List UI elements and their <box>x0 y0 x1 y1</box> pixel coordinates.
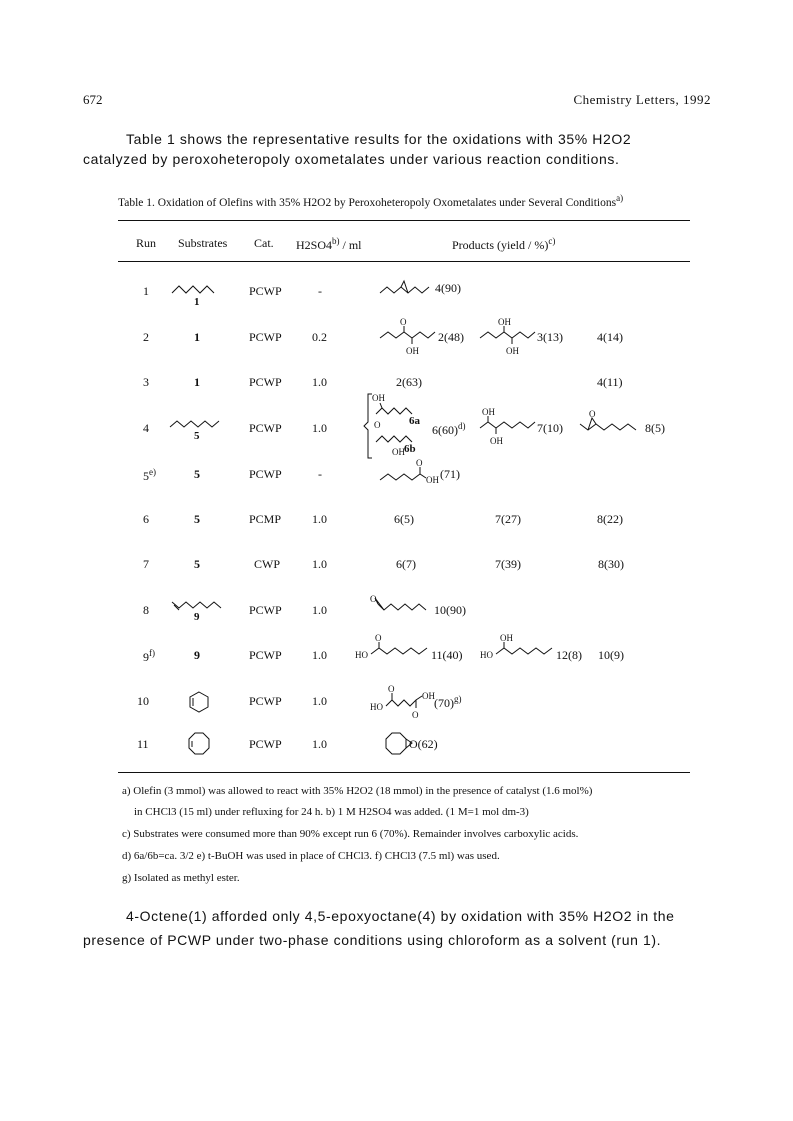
footnote-a: a) Olefin (3 mmol) was allowed to react with 35% H2O2 (18 mmol) in the presence of catalyst (1.6 mol%) <box>122 785 593 797</box>
row-8-cat: PCWP <box>249 603 282 617</box>
diol-3-structure <box>480 318 536 358</box>
mol-oh-12: OH <box>500 633 513 643</box>
table-bottom-rule <box>118 772 690 773</box>
mol-oh-top: OH <box>498 317 511 327</box>
mol-o: O <box>400 317 407 327</box>
col-products <box>452 236 555 253</box>
row-5-run <box>143 467 156 484</box>
row-10-product <box>434 694 462 711</box>
row-3-run: 3 <box>143 375 149 389</box>
table-header-rule <box>118 261 690 262</box>
row-9-cat: PCWP <box>249 648 282 662</box>
col-h2so4-unit: / ml <box>342 238 362 252</box>
footnote-d-e-f: d) 6a/6b=ca. 3/2 e) t-BuOH was used in place of CHCl3. f) CHCl3 (7.5 ml) was used. <box>122 850 500 862</box>
epoxide-8-structure <box>580 409 640 434</box>
row-4-h2so4: 1.0 <box>312 421 327 435</box>
row-7-h2so4: 1.0 <box>312 557 327 571</box>
row-4-substrate-label: 5 <box>194 430 200 442</box>
row-2-h2so4: 0.2 <box>312 330 327 344</box>
col-h2so4-note: b) <box>332 236 340 246</box>
mol-oh-7b: OH <box>490 436 503 446</box>
row-10-run: 10 <box>137 694 149 708</box>
row-1-cat: PCWP <box>249 284 282 298</box>
row-6-product-7: 7(27) <box>495 512 521 526</box>
closing-line-1: 4-Octene(1) afforded only 4,5-epoxyoctane(4) by oxidation with 35% H2O2 in the <box>126 908 675 924</box>
row-4-run: 4 <box>143 421 149 435</box>
row-4-product-7: 7(10) <box>537 421 563 435</box>
mol-ho-11: HO <box>355 650 368 660</box>
hydroxyketone-2-structure <box>380 318 436 358</box>
mol-oh-acid: OH <box>426 475 439 485</box>
mol-oh: OH <box>406 346 419 356</box>
row-8-run: 8 <box>143 603 149 617</box>
row-6-substrate: 5 <box>194 512 200 526</box>
row-9-substrate: 9 <box>194 648 200 662</box>
heptanoic-acid-structure <box>380 458 440 486</box>
row-9-product-10: 10(9) <box>598 648 624 662</box>
mol-oh-bottom: OH <box>506 346 519 356</box>
row-8-h2so4: 1.0 <box>312 603 327 617</box>
row-10-product-note: g) <box>454 694 462 704</box>
mol-ho-10: HO <box>370 702 383 712</box>
mol-o-acid: O <box>416 458 423 468</box>
row-5-cat: PCWP <box>249 467 282 481</box>
row-11-product-o: O <box>409 737 418 751</box>
row-9-run-text: 9 <box>143 650 149 664</box>
row-4-product-8: 8(5) <box>645 421 665 435</box>
table-top-rule <box>118 220 690 221</box>
row-5-product: (71) <box>440 467 460 481</box>
mol-o-11: O <box>375 633 382 643</box>
intro-line-2: catalyzed by peroxoheteropoly oxometalates under various reaction conditions. <box>83 151 620 167</box>
row-7-product-7: 7(39) <box>495 557 521 571</box>
footnote-g: g) Isolated as methyl ester. <box>122 872 240 884</box>
row-2-cat: PCWP <box>249 330 282 344</box>
row-9-h2so4: 1.0 <box>312 648 327 662</box>
hydroxyketone-11-structure <box>355 634 431 664</box>
label-6a: 6a <box>409 415 420 427</box>
row-10-product-text: (70) <box>434 696 454 710</box>
closing-line-2: presence of PCWP under two-phase conditions using chloroform as a solvent (run 1). <box>83 932 662 948</box>
intro-line-1: Table 1 shows the representative results for the oxidations with 35% H2O2 <box>126 131 632 147</box>
row-3-product-4: 4(11) <box>597 375 623 389</box>
row-2-product-2: 2(48) <box>438 330 464 344</box>
row-5-run-note: e) <box>149 467 156 477</box>
mol-o-8: O <box>589 409 596 419</box>
row-9-product-12: 12(8) <box>556 648 582 662</box>
row-6-cat: PCMP <box>249 512 282 526</box>
mol-o-10b: O <box>412 710 419 720</box>
adipic-acid-structure <box>370 682 436 722</box>
row-11-h2so4: 1.0 <box>312 737 327 751</box>
row-1-product: 4(90) <box>435 281 461 295</box>
diol-12-structure <box>480 634 556 664</box>
mol-o-6a: O <box>374 420 381 430</box>
row-5-run-text: 5 <box>143 469 149 483</box>
col-substrates: Substrates <box>178 236 228 250</box>
footnote-a-b: in CHCl3 (15 ml) under refluxing for 24 h. b) 1 M H2SO4 was added. (1 M=1 mol dm-3) <box>134 806 529 818</box>
row-2-product-4: 4(14) <box>597 330 623 344</box>
row-7-run: 7 <box>143 557 149 571</box>
row-2-run: 2 <box>143 330 149 344</box>
mol-o-10: O <box>370 594 377 604</box>
row-2-substrate: 1 <box>194 330 200 344</box>
col-h2so4-text: H2SO4 <box>296 238 333 252</box>
table-caption <box>118 193 623 209</box>
row-4-cat: PCWP <box>249 421 282 435</box>
row-11-cat: PCWP <box>249 737 282 751</box>
table-caption-text: Table 1. Oxidation of Olefins with 35% H2O2 by Peroxoheteropoly Oxometalates under Several Conditions <box>118 197 617 209</box>
col-h2so4 <box>296 236 362 253</box>
col-cat: Cat. <box>254 236 274 250</box>
col-products-note: c) <box>548 236 556 246</box>
row-1-substrate-label: 1 <box>194 296 200 308</box>
table-caption-note: a) <box>616 193 624 203</box>
mol-ho-12: HO <box>480 650 493 660</box>
row-9-product-11: 11(40) <box>431 648 463 662</box>
row-9-run-note: f) <box>149 648 155 658</box>
row-1-h2so4: - <box>318 284 322 298</box>
col-products-text: Products (yield / %) <box>452 238 549 252</box>
row-11-product-text: (62) <box>417 737 438 751</box>
cyclooctene-structure <box>186 731 212 757</box>
row-10-h2so4: 1.0 <box>312 694 327 708</box>
page-number: 672 <box>83 92 103 107</box>
row-10-cat: PCWP <box>249 694 282 708</box>
product-6-structures <box>364 392 434 462</box>
col-run: Run <box>136 236 157 250</box>
row-6-run: 6 <box>143 512 149 526</box>
mol-oh-6a: OH <box>372 393 385 403</box>
diol-7-structure <box>480 408 536 448</box>
row-8-substrate-label: 9 <box>194 611 200 623</box>
row-7-cat: CWP <box>254 557 281 571</box>
row-9-run <box>143 648 155 665</box>
row-11-product <box>409 737 438 752</box>
mol-oh-10: OH <box>422 691 435 701</box>
row-8-product: 10(90) <box>434 603 466 617</box>
row-1-run: 1 <box>143 284 149 298</box>
row-3-product-2: 2(63) <box>396 375 422 389</box>
mol-oh-6b: OH <box>392 447 405 457</box>
footnote-c: c) Substrates were consumed more than 90% except run 6 (70%). Remainder involves carboxylic acids. <box>122 828 579 840</box>
row-7-substrate: 5 <box>194 557 200 571</box>
journal-header: Chemistry Letters, 1992 <box>573 92 711 107</box>
row-3-cat: PCWP <box>249 375 282 389</box>
row-4-product-6-note: d) <box>458 421 466 431</box>
row-6-h2so4: 1.0 <box>312 512 327 526</box>
row-4-product-6 <box>432 421 466 438</box>
row-5-substrate: 5 <box>194 467 200 481</box>
row-6-product-8: 8(22) <box>597 512 623 526</box>
mol-oh-7a: OH <box>482 407 495 417</box>
row-3-substrate: 1 <box>194 375 200 389</box>
epoxide-10-structure <box>370 596 432 618</box>
row-7-product-8: 8(30) <box>598 557 624 571</box>
row-11-run: 11 <box>137 737 149 751</box>
row-2-product-3: 3(13) <box>537 330 563 344</box>
cyclohexene-structure <box>187 690 211 714</box>
row-6-product-6: 6(5) <box>394 512 414 526</box>
epoxyoctane-structure <box>380 277 432 299</box>
row-7-product-6: 6(7) <box>396 557 416 571</box>
label-6b: 6b <box>404 443 416 455</box>
mol-o-10a: O <box>388 684 395 694</box>
row-4-product-6-text: 6(60) <box>432 423 458 437</box>
row-5-h2so4: - <box>318 467 322 481</box>
row-3-h2so4: 1.0 <box>312 375 327 389</box>
